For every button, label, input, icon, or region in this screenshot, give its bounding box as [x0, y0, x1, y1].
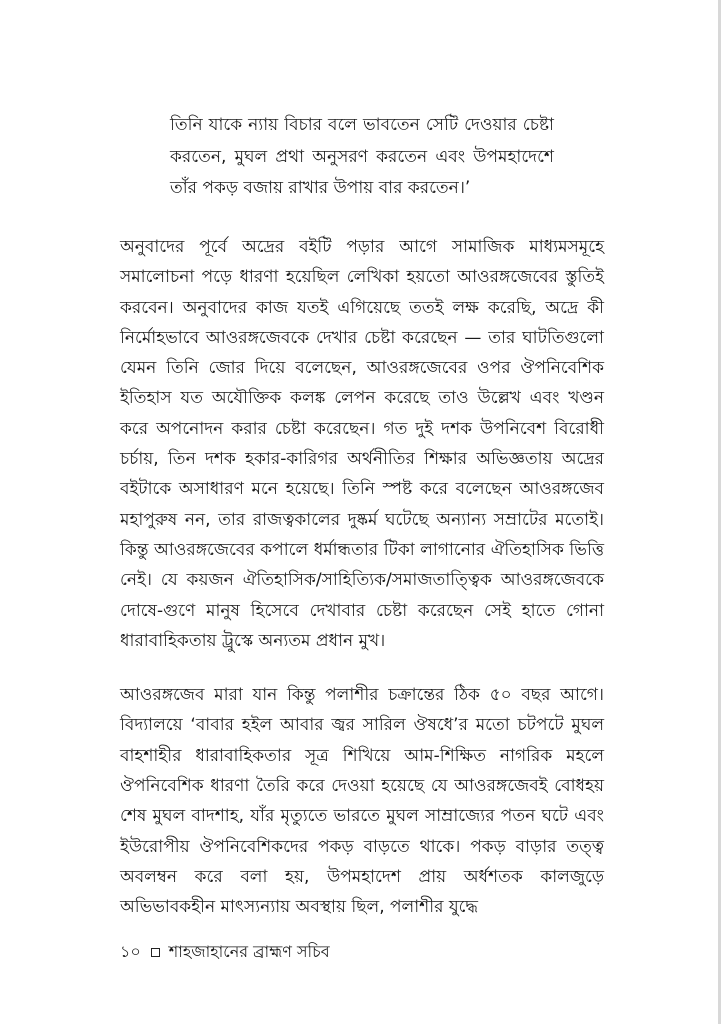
- body-text: [120, 232, 604, 923]
- quote-text: তিনি যাকে ন্যায় বিচার বলে ভাবতেন সেটি দেওয়ার চেষ্টা করতেন, মুঘল প্রথা অনুসরণ করতেন এবং উপমহাদেশে তাঁর পকড় বজায় রাখার উপায় বার করতেন।’: [170, 115, 554, 198]
- square-separator-icon: [151, 948, 160, 957]
- paragraph: আওরঙ্গজেব মারা যান কিন্তু পলাশীর চক্রান্তের ঠিক ৫০ বছর আগে। বিদ্যালয়ে ‘বাবার হইল আবার জ্বর সারিল ঔষধে’র মতো চটপটে মুঘল বাহশাহীর ধারাবাহিকতার সূত্র শিখিয়ে আম-শিক্ষিত নাগরিক মহলে ঔপনিবেশিক ধারণা তৈরি করে দেওয়া হয়েছে যে আওরঙ্গজেবই বোধহয় শেষ মুঘল বাদশাহ, যাঁর মৃত্যুতে ভারতে মুঘল সাম্রাজ্যের পতন ঘটে এবং ইউরোপীয় ঔপনিবেশিকদের পকড় বাড়তে থাকে। পকড় বাড়ার তত্ত্ব অবলম্বন করে বলা হয়, উপমহাদেশ প্রায় অর্ধশতক কালজুড়ে অভিভাবকহীন মাৎস্যন্যায় অবস্থায় ছিল, পলাশীর যুদ্ধে: [120, 685, 604, 918]
- paragraph: অনুবাদের পূর্বে অদ্রের বইটি পড়ার আগে সামাজিক মাধ্যমসমূহে সমালোচনা পড়ে ধারণা হয়েছিল লেখিকা হয়তো আওরঙ্গজেবের স্তুতিই করবেন। অনুবাদের কাজ যতই এগিয়েছে ততই লক্ষ করেছি, অদ্রে কী নির্মোহভাবে আওরঙ্গজেবকে দেখার চেষ্টা করেছেন — তার ঘাটতিগুলো যেমন তিনি জোর দিয়ে বলেছেন, আওরঙ্গজেবের ওপর ঔপনিবেশিক ইতিহাস যত অযৌক্তিক কলঙ্ক লেপন করেছে তাও উল্লেখ এবং খণ্ডন করে অপনোদন করার চেষ্টা করেছেন। গত দুই দশক উপনিবেশ বিরোধী চর্চায়, তিন দশক হকার-কারিগর অর্থনীতির শিক্ষার অভিজ্ঞতায় অদ্রের বইটাকে অসাধারণ মনে হয়েছে। তিনি স্পষ্ট করে বলেছেন আওরঙ্গজেব মহাপুরুষ নন, তার রাজত্বকালের দুষ্কর্ম ঘটেছে অন্যান্য সম্রাটের মতোই। কিন্তু আওরঙ্গজেবের কপালে ধর্মান্ধতার টিকা লাগানোর ঐতিহাসিক ভিত্তি নেই। যে কয়জন ঐতিহাসিক/সাহিত্যিক/সমাজতাত্ত্বিক আওরঙ্গজেবকে দোষে-গুণে মানুষ হিসেবে দেখাবার চেষ্টা করেছেন সেই হাতে গোনা ধারাবাহিকতায় ট্রুস্কে অন্যতম প্রধান মুখ।: [120, 237, 604, 651]
- book-title: শাহজাহানের ব্রাহ্মণ সচিব: [168, 942, 330, 961]
- page-footer: [120, 937, 540, 967]
- block-quote: [170, 110, 554, 205]
- page-number: ১০: [120, 942, 141, 961]
